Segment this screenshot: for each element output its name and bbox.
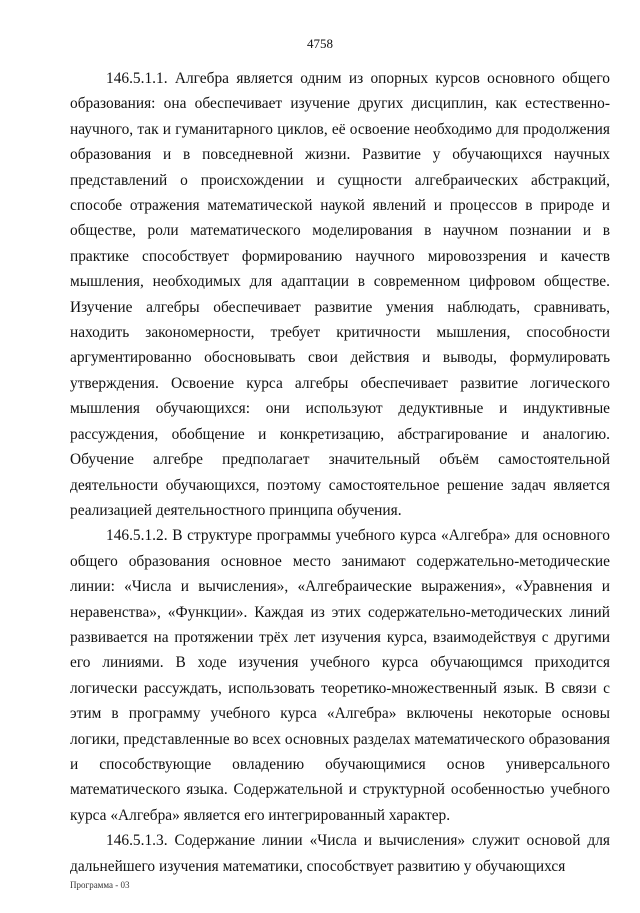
page-footer: Программа - 03 [70, 880, 130, 890]
paragraph-146-5-1-3: 146.5.1.3. Содержание линии «Числа и вычисления» служит основой для дальнейшего изучения математики, способствует развитию у обучающихся [70, 832, 610, 875]
paragraph-146-5-1-2: 146.5.1.2. В структуре программы учебного курса «Алгебра» для основного общего образования основное место занимают содержательно-методические линии: «Числа и вычисления», «Алгебраические выражения», «Уравнения и неравенства», «Функции». Каждая из этих содержательно-методических линий развивается на протяжении трёх лет изучения курса, взаимодействуя с другими его линиями. В ходе изучения учебного курса обучающимся приходится логически рассуждать, использовать теоретико-множественный язык. В связи с этим в программу учебного курса «Алгебра» включены некоторые основы логики, представленные во всех основных разделах математического образования и способствующие овладению обучающимися основ универсального математического языка. Содержательной и структурной особенностью учебного курса «Алгебра» является его интегрированный характер. [70, 527, 610, 824]
paragraph-146-5-1-1: 146.5.1.1. Алгебра является одним из опорных курсов основного общего образования: она обеспечивает изучение других дисциплин, как естественно-научного, так и гуманитарного циклов, её освоение необходимо для продолжения образования и в повседневной жизни. Развитие у обучающихся научных представлений о происхождении и сущности алгебраических абстракций, способе отражения математической наукой явлений и процессов в природе и обществе, роли математического моделирования в научном познании и в практике способствует формированию научного мировоззрения и качеств мышления, необходимых для адаптации в современном цифровом обществе. Изучение алгебры обеспечивает развитие умения наблюдать, сравнивать, находить закономерности, требует критичности мышления, способности аргументированно обосновывать свои действия и выводы, формулировать утверждения. Освоение курса алгебры обеспечивает развитие логического мышления обучающихся: они используют дедуктивные и индуктивные рассуждения, обобщение и конкретизацию, абстрагирование и аналогию. Обучение алгебре предполагает значительный объём самостоятельной деятельности обучающихся, поэтому самостоятельное решение задач является реализацией деятельностного принципа обучения. [70, 70, 610, 519]
page-number: 4758 [307, 36, 333, 51]
document-body [70, 66, 610, 879]
